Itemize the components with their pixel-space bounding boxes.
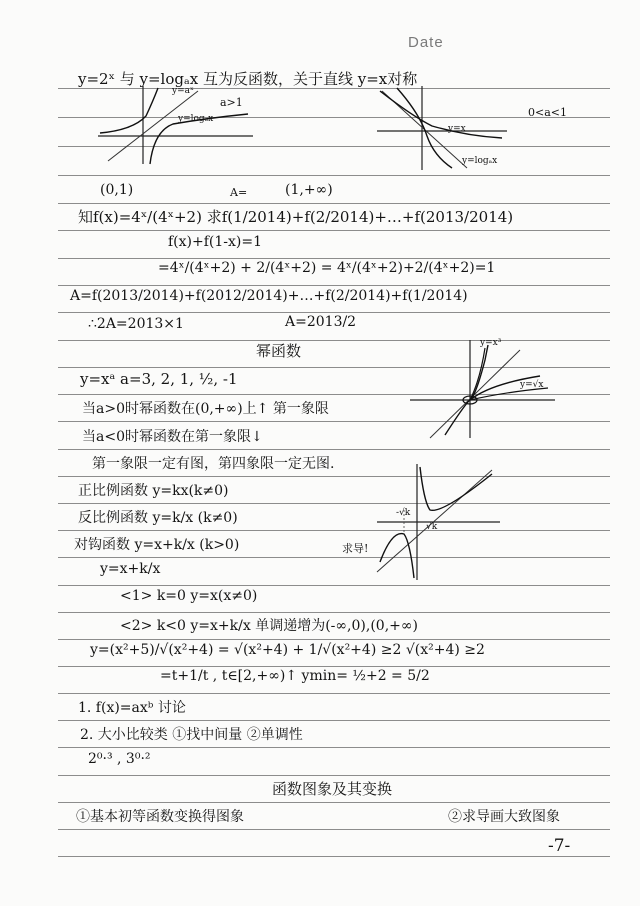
- rule-line: [58, 666, 610, 667]
- rule-line: [58, 639, 610, 640]
- rule-line: [58, 856, 610, 857]
- date-label: Date: [408, 34, 444, 51]
- note-line: 知f(x)=4ˣ/(4ˣ+2) 求f(1/2014)+f(2/2014)+…+f(2013/2014): [78, 208, 514, 226]
- label-a-between: 0<a<1: [528, 106, 567, 119]
- rule-line: [58, 258, 610, 259]
- note-line: 2⁰·³ , 3⁰·²: [88, 751, 151, 767]
- note-line: A=f(2013/2014)+f(2012/2014)+…+f(2/2014)+f(1/2014): [70, 288, 468, 304]
- rule-line: [58, 530, 610, 531]
- rule-line: [58, 693, 610, 694]
- rule-line: [58, 829, 610, 830]
- note-line: 当a>0时幂函数在(0,+∞)上↑ 第一象限: [82, 401, 329, 417]
- note-line: y=x+k/x: [100, 561, 161, 577]
- note-line: (0,1): [100, 182, 134, 198]
- label-sqrt-k: √k: [426, 522, 438, 532]
- label-y-ax: y=aˣ: [172, 86, 194, 96]
- note-line: <1> k=0 y=x(x≠0): [120, 588, 258, 604]
- note-line: ∴2A=2013×1: [88, 316, 184, 332]
- note-line: 对钩函数 y=x+k/x (k>0): [74, 537, 240, 553]
- label-power-sqrt: y=√x: [520, 380, 544, 390]
- rule-line: [58, 175, 610, 176]
- note-line: 1. f(x)=axᵇ 讨论: [78, 700, 186, 716]
- note-line: 正比例函数 y=kx(k≠0): [78, 483, 229, 499]
- rule-line: [58, 802, 610, 803]
- label-power-x3: y=x³: [480, 338, 502, 348]
- note-line: =4ˣ/(4ˣ+2) + 2/(4ˣ+2) = 4ˣ/(4ˣ+2)+2/(4ˣ+2)=1: [158, 260, 496, 276]
- note-line: y=(x²+5)/√(x²+4) = √(x²+4) + 1/√(x²+4) ≥2 √(x²+4) ≥2: [90, 642, 485, 658]
- label-y-log: y=logₐx: [178, 114, 214, 124]
- section-heading: 幂函数: [256, 342, 302, 360]
- label-y-x: y=x: [448, 124, 466, 134]
- note-line: A=2013/2: [285, 314, 357, 330]
- rule-line: [58, 775, 610, 776]
- note-line: ②求导画大致图象: [448, 809, 560, 825]
- label-neg-sqrt-k: -√k: [396, 508, 411, 518]
- rule-line: [58, 503, 610, 504]
- rule-line: [58, 312, 610, 313]
- note-line: y=xᵃ a=3, 2, 1, ½, -1: [80, 370, 238, 388]
- section-heading: 函数图象及其变换: [272, 780, 393, 798]
- note-line: f(x)+f(1-x)=1: [168, 234, 263, 250]
- rule-line: [58, 203, 610, 204]
- label-y-log-2: y=logₐx: [462, 156, 498, 166]
- rule-line: [58, 230, 610, 231]
- rule-line: [58, 612, 610, 613]
- rule-line: [58, 476, 610, 477]
- label-qiudao: 求导!: [342, 542, 369, 555]
- note-line: 第一象限一定有图，第四象限一定无图.: [92, 456, 335, 472]
- rule-line: [58, 449, 610, 450]
- power-function-graph: [410, 340, 560, 440]
- note-line: (1,+∞): [285, 182, 333, 198]
- note-line: y=2ˣ 与 y=logₐx 互为反函数，关于直线 y=x对称: [78, 70, 418, 88]
- note-line: 2. 大小比较类 ①找中间量 ②单调性: [80, 727, 303, 743]
- note-line: <2> k<0 y=x+k/x 单调递增为(-∞,0),(0,+∞): [120, 618, 418, 634]
- exp-log-graph-a-lt-1: [372, 86, 522, 172]
- note-line: =t+1/t , t∈[2,+∞)↑ ymin= ½+2 = 5/2: [160, 668, 430, 684]
- rule-line: [58, 585, 610, 586]
- page-number: -7-: [548, 836, 571, 856]
- rule-line: [58, 720, 610, 721]
- label-a-gt-1: a>1: [220, 96, 243, 109]
- note-line: 反比例函数 y=k/x (k≠0): [78, 510, 238, 526]
- note-line: 当a<0时幂函数在第一象限↓: [82, 429, 263, 445]
- label-A-eq: A=: [230, 186, 248, 199]
- rule-line: [58, 557, 610, 558]
- note-line: ①基本初等函数变换得图象: [76, 809, 244, 825]
- rule-line: [58, 747, 610, 748]
- rule-line: [58, 285, 610, 286]
